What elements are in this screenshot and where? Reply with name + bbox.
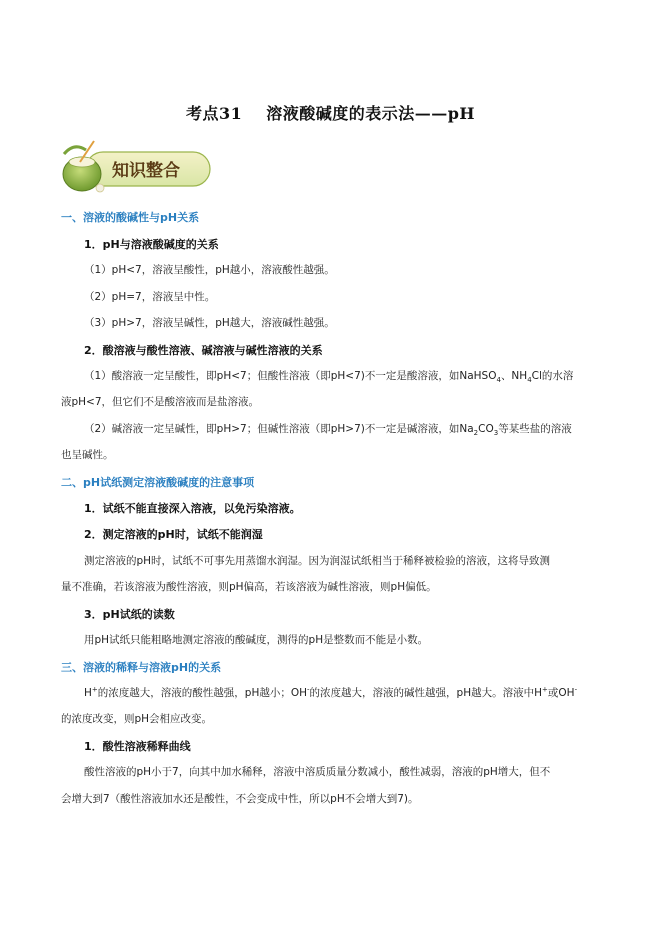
s2-para-1-line-2: 量不准确，若该溶液为酸性溶液，则pH偏高，若该溶液为碱性溶液，则pH偏低。	[61, 581, 437, 593]
section-2-sub-3: 3．pH试纸的读数	[84, 608, 175, 621]
section-3-sub-1: 1．酸性溶液稀释曲线	[84, 740, 191, 753]
s2-para-1-line-1: 测定溶液的pH时，试纸不可事先用蒸馏水润湿。因为润湿试纸相当于稀释被检验的溶液，这将导致测	[84, 555, 551, 567]
page-title	[0, 101, 661, 124]
section-1-sub-1: 1．pH与溶液酸碱度的关系	[84, 238, 219, 251]
section-1-heading: 一、溶液的酸碱性与pH关系	[61, 211, 200, 224]
section-2-sub-2: 2．测定溶液的pH时，试纸不能润湿	[84, 528, 263, 541]
s3-para-2-line-2: 会增大到7（酸性溶液加水还是酸性，不会变成中性，所以pH不会增大到7)。	[61, 793, 419, 805]
s1-para-2-line-1: （2）碱溶液一定呈碱性，即pH>7；但碱性溶液（即pH>7)不一定是碱溶液，如$Na_2CO_3$等某些盐的溶液	[84, 423, 572, 438]
banner-label: 知识整合	[112, 161, 180, 181]
s1-line-3: （3）pH>7，溶液呈碱性，pH越大，溶液碱性越强。	[84, 317, 335, 329]
s1-line-1: （1）pH<7，溶液呈酸性，pH越小，溶液酸性越强。	[84, 264, 335, 276]
s1-para-1-line-2: 液pH<7，但它们不是酸溶液而是盐溶液。	[61, 396, 260, 408]
coconut-icon	[63, 141, 104, 192]
s1-line-2: （2）pH=7，溶液呈中性。	[84, 291, 216, 303]
section-3-heading: 三、溶液的稀释与溶液pH的关系	[61, 661, 222, 674]
section-2-sub-1: 1．试纸不能直接深入溶液，以免污染溶液。	[84, 502, 301, 515]
s1-para-2-line-2: 也呈碱性。	[61, 449, 114, 461]
s1-para-1-line-1: （1）酸溶液一定呈酸性，即pH<7；但酸性溶液（即pH<7)不一定是酸溶液，如NaHSO$_4$、$NH_4Cl$的水溶	[84, 370, 574, 385]
section-2-heading: 二、pH试纸测定溶液酸碱度的注意事项	[61, 476, 255, 489]
s3-para-2-line-1: 酸性溶液的pH小于7，向其中加水稀释，溶液中溶质质量分数减小，酸性减弱，溶液的pH增大，但不	[84, 766, 551, 778]
s3-para-1-line-1: H+的浓度越大，溶液的酸性越强，pH越小；OH-的浓度越大，溶液的碱性越强，pH越大。溶液中H+或OH-	[84, 685, 578, 699]
section-1-sub-2: 2．酸溶液与酸性溶液、碱溶液与碱性溶液的关系	[84, 344, 323, 357]
topic-title: 溶液酸碱度的表示法——pH	[266, 104, 476, 123]
topic-number: 考点31	[185, 104, 243, 123]
knowledge-banner	[60, 138, 212, 196]
s2-para-2: 用pH试纸只能粗略地测定溶液的酸碱度，测得的pH是整数而不能是小数。	[84, 634, 429, 646]
s3-para-1-line-2: 的浓度改变，则pH会相应改变。	[61, 713, 213, 725]
